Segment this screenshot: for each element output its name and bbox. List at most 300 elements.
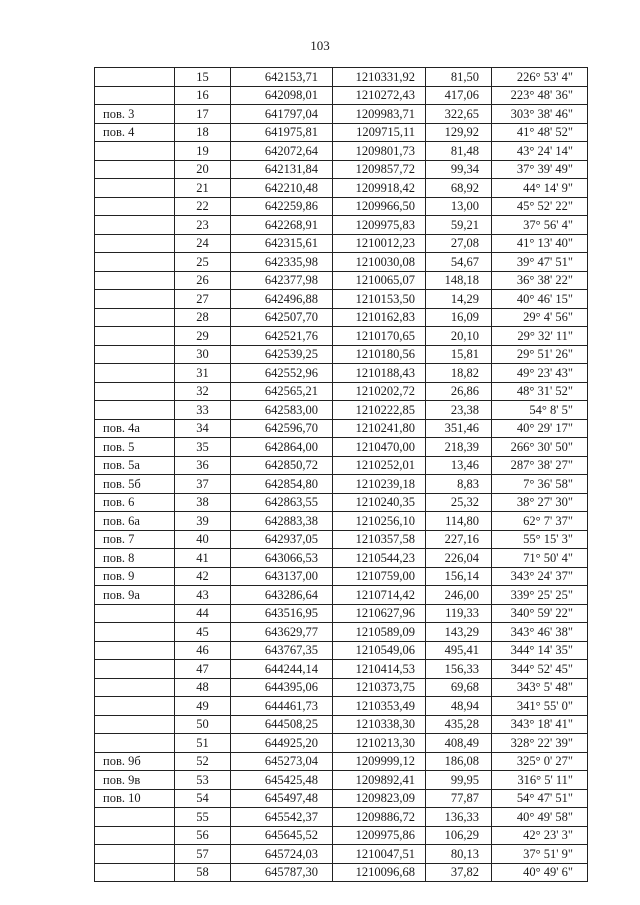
x-coordinate-cell: 642521,76: [231, 327, 333, 346]
table-row: [95, 586, 588, 605]
y-coordinate-cell: 1209715,11: [333, 123, 426, 142]
turn-label-cell: [95, 826, 175, 845]
turn-label-cell: [95, 308, 175, 327]
x-coordinate-cell: 645645,52: [231, 826, 333, 845]
table-row: [95, 382, 588, 401]
distance-cell: 37,82: [426, 863, 492, 882]
y-coordinate-cell: 1210047,51: [333, 845, 426, 864]
direction-angle-cell: 266° 30' 50": [492, 438, 588, 457]
x-coordinate-cell: 642883,38: [231, 512, 333, 531]
point-number-cell: 38: [175, 493, 231, 512]
x-coordinate-cell: 642596,70: [231, 419, 333, 438]
distance-cell: 226,04: [426, 549, 492, 568]
direction-angle-cell: 55° 15' 3": [492, 530, 588, 549]
point-number-cell: 40: [175, 530, 231, 549]
x-coordinate-cell: 642539,25: [231, 345, 333, 364]
point-number-cell: 20: [175, 160, 231, 179]
table-row: [95, 197, 588, 216]
x-coordinate-cell: 644461,73: [231, 697, 333, 716]
table-row: [95, 715, 588, 734]
turn-label-cell: [95, 68, 175, 87]
table-row: [95, 419, 588, 438]
distance-cell: 106,29: [426, 826, 492, 845]
point-number-cell: 21: [175, 179, 231, 198]
distance-cell: 246,00: [426, 586, 492, 605]
distance-cell: 156,14: [426, 567, 492, 586]
direction-angle-cell: 29° 51' 26": [492, 345, 588, 364]
page-number: 103: [310, 38, 330, 53]
distance-cell: 114,80: [426, 512, 492, 531]
direction-angle-cell: 29° 4' 56": [492, 308, 588, 327]
distance-cell: 218,39: [426, 438, 492, 457]
point-number-cell: 34: [175, 419, 231, 438]
y-coordinate-cell: 1210012,23: [333, 234, 426, 253]
x-coordinate-cell: 643286,64: [231, 586, 333, 605]
distance-cell: 99,95: [426, 771, 492, 790]
x-coordinate-cell: 642850,72: [231, 456, 333, 475]
point-number-cell: 26: [175, 271, 231, 290]
turn-label-cell: [95, 660, 175, 679]
turn-label-cell: [95, 734, 175, 753]
distance-cell: 59,21: [426, 216, 492, 235]
point-number-cell: 35: [175, 438, 231, 457]
direction-angle-cell: 37° 56' 4": [492, 216, 588, 235]
distance-cell: 81,50: [426, 68, 492, 87]
point-number-cell: 49: [175, 697, 231, 716]
distance-cell: 13,46: [426, 456, 492, 475]
distance-cell: 80,13: [426, 845, 492, 864]
y-coordinate-cell: 1209892,41: [333, 771, 426, 790]
distance-cell: 156,33: [426, 660, 492, 679]
table-row: [95, 142, 588, 161]
turn-label-cell: пов. 9б: [95, 752, 175, 771]
x-coordinate-cell: 642864,00: [231, 438, 333, 457]
point-number-cell: 25: [175, 253, 231, 272]
turn-label-cell: [95, 715, 175, 734]
coordinates-table: [94, 67, 588, 882]
turn-label-cell: [95, 86, 175, 105]
table-row: [95, 456, 588, 475]
table-row: [95, 660, 588, 679]
table-row: [95, 68, 588, 87]
direction-angle-cell: 29° 32' 11": [492, 327, 588, 346]
table-row: [95, 734, 588, 753]
distance-cell: 14,29: [426, 290, 492, 309]
y-coordinate-cell: 1210180,56: [333, 345, 426, 364]
x-coordinate-cell: 642153,71: [231, 68, 333, 87]
table-row: [95, 290, 588, 309]
distance-cell: 27,08: [426, 234, 492, 253]
turn-label-cell: [95, 623, 175, 642]
turn-label-cell: [95, 401, 175, 420]
y-coordinate-cell: 1210549,06: [333, 641, 426, 660]
turn-label-cell: [95, 197, 175, 216]
direction-angle-cell: 37° 51' 9": [492, 845, 588, 864]
table-row: [95, 567, 588, 586]
direction-angle-cell: 287° 38' 27": [492, 456, 588, 475]
distance-cell: 408,49: [426, 734, 492, 753]
distance-cell: 26,86: [426, 382, 492, 401]
x-coordinate-cell: 642496,88: [231, 290, 333, 309]
turn-label-cell: [95, 160, 175, 179]
direction-angle-cell: 223° 48' 36": [492, 86, 588, 105]
turn-label-cell: пов. 4: [95, 123, 175, 142]
table-row: [95, 345, 588, 364]
table-row: [95, 697, 588, 716]
y-coordinate-cell: 1210759,00: [333, 567, 426, 586]
y-coordinate-cell: 1210256,10: [333, 512, 426, 531]
distance-cell: 69,68: [426, 678, 492, 697]
table-row: [95, 234, 588, 253]
direction-angle-cell: 37° 39' 49": [492, 160, 588, 179]
table-row: [95, 160, 588, 179]
table-row: [95, 549, 588, 568]
turn-label-cell: [95, 142, 175, 161]
x-coordinate-cell: 645724,03: [231, 845, 333, 864]
y-coordinate-cell: 1210272,43: [333, 86, 426, 105]
direction-angle-cell: 344° 14' 35": [492, 641, 588, 660]
y-coordinate-cell: 1210331,92: [333, 68, 426, 87]
direction-angle-cell: 42° 23' 3": [492, 826, 588, 845]
table-row: [95, 808, 588, 827]
y-coordinate-cell: 1209801,73: [333, 142, 426, 161]
table-row: [95, 845, 588, 864]
table-row: [95, 327, 588, 346]
direction-angle-cell: 45° 52' 22": [492, 197, 588, 216]
table-row: [95, 271, 588, 290]
distance-cell: 148,18: [426, 271, 492, 290]
y-coordinate-cell: 1210714,42: [333, 586, 426, 605]
point-number-cell: 43: [175, 586, 231, 605]
turn-label-cell: [95, 271, 175, 290]
turn-label-cell: [95, 641, 175, 660]
table-row: [95, 826, 588, 845]
coordinates-table-body: [95, 68, 588, 882]
distance-cell: 77,87: [426, 789, 492, 808]
y-coordinate-cell: 1209975,83: [333, 216, 426, 235]
turn-label-cell: пов. 4а: [95, 419, 175, 438]
direction-angle-cell: 44° 14' 9": [492, 179, 588, 198]
point-number-cell: 39: [175, 512, 231, 531]
table-row: [95, 179, 588, 198]
y-coordinate-cell: 1209999,12: [333, 752, 426, 771]
direction-angle-cell: 54° 8' 5": [492, 401, 588, 420]
turn-label-cell: пов. 8: [95, 549, 175, 568]
table-row: [95, 623, 588, 642]
point-number-cell: 27: [175, 290, 231, 309]
y-coordinate-cell: 1209886,72: [333, 808, 426, 827]
turn-label-cell: пов. 5: [95, 438, 175, 457]
table-row: [95, 308, 588, 327]
y-coordinate-cell: 1210353,49: [333, 697, 426, 716]
point-number-cell: 47: [175, 660, 231, 679]
table-row: [95, 678, 588, 697]
point-number-cell: 52: [175, 752, 231, 771]
turn-label-cell: [95, 364, 175, 383]
turn-label-cell: пов. 10: [95, 789, 175, 808]
table-row: [95, 512, 588, 531]
table-row: [95, 364, 588, 383]
x-coordinate-cell: 645273,04: [231, 752, 333, 771]
distance-cell: 495,41: [426, 641, 492, 660]
x-coordinate-cell: 643066,53: [231, 549, 333, 568]
turn-label-cell: [95, 382, 175, 401]
point-number-cell: 57: [175, 845, 231, 864]
point-number-cell: 54: [175, 789, 231, 808]
turn-label-cell: [95, 863, 175, 882]
point-number-cell: 17: [175, 105, 231, 124]
x-coordinate-cell: 642210,48: [231, 179, 333, 198]
x-coordinate-cell: 645497,48: [231, 789, 333, 808]
y-coordinate-cell: 1209966,50: [333, 197, 426, 216]
y-coordinate-cell: 1210357,58: [333, 530, 426, 549]
distance-cell: 13,00: [426, 197, 492, 216]
turn-label-cell: [95, 845, 175, 864]
y-coordinate-cell: 1210188,43: [333, 364, 426, 383]
direction-angle-cell: 339° 25' 25": [492, 586, 588, 605]
y-coordinate-cell: 1210239,18: [333, 475, 426, 494]
distance-cell: 322,65: [426, 105, 492, 124]
x-coordinate-cell: 641797,04: [231, 105, 333, 124]
turn-label-cell: [95, 290, 175, 309]
table-row: [95, 475, 588, 494]
y-coordinate-cell: 1209983,71: [333, 105, 426, 124]
turn-label-cell: [95, 327, 175, 346]
turn-label-cell: пов. 5б: [95, 475, 175, 494]
turn-label-cell: пов. 3: [95, 105, 175, 124]
direction-angle-cell: 41° 48' 52": [492, 123, 588, 142]
distance-cell: 186,08: [426, 752, 492, 771]
turn-label-cell: [95, 678, 175, 697]
turn-label-cell: пов. 9в: [95, 771, 175, 790]
turn-label-cell: [95, 179, 175, 198]
x-coordinate-cell: 642507,70: [231, 308, 333, 327]
distance-cell: 15,81: [426, 345, 492, 364]
y-coordinate-cell: 1209823,09: [333, 789, 426, 808]
y-coordinate-cell: 1210252,01: [333, 456, 426, 475]
direction-angle-cell: 7° 36' 58": [492, 475, 588, 494]
distance-cell: 417,06: [426, 86, 492, 105]
y-coordinate-cell: 1210170,65: [333, 327, 426, 346]
turn-label-cell: пов. 5а: [95, 456, 175, 475]
point-number-cell: 50: [175, 715, 231, 734]
y-coordinate-cell: 1210202,72: [333, 382, 426, 401]
turn-label-cell: пов. 6: [95, 493, 175, 512]
direction-angle-cell: 41° 13' 40": [492, 234, 588, 253]
y-coordinate-cell: 1210065,07: [333, 271, 426, 290]
distance-cell: 136,33: [426, 808, 492, 827]
y-coordinate-cell: 1210241,80: [333, 419, 426, 438]
x-coordinate-cell: 642937,05: [231, 530, 333, 549]
x-coordinate-cell: 642863,55: [231, 493, 333, 512]
distance-cell: 351,46: [426, 419, 492, 438]
point-number-cell: 31: [175, 364, 231, 383]
direction-angle-cell: 340° 59' 22": [492, 604, 588, 623]
point-number-cell: 29: [175, 327, 231, 346]
table-row: [95, 493, 588, 512]
point-number-cell: 46: [175, 641, 231, 660]
table-row: [95, 863, 588, 882]
y-coordinate-cell: 1210213,30: [333, 734, 426, 753]
point-number-cell: 19: [175, 142, 231, 161]
x-coordinate-cell: 645425,48: [231, 771, 333, 790]
turn-label-cell: [95, 604, 175, 623]
point-number-cell: 45: [175, 623, 231, 642]
direction-angle-cell: 303° 38' 46": [492, 105, 588, 124]
distance-cell: 25,32: [426, 493, 492, 512]
point-number-cell: 16: [175, 86, 231, 105]
table-row: [95, 105, 588, 124]
x-coordinate-cell: 642268,91: [231, 216, 333, 235]
point-number-cell: 44: [175, 604, 231, 623]
point-number-cell: 56: [175, 826, 231, 845]
point-number-cell: 53: [175, 771, 231, 790]
direction-angle-cell: 54° 47' 51": [492, 789, 588, 808]
distance-cell: 119,33: [426, 604, 492, 623]
distance-cell: 20,10: [426, 327, 492, 346]
point-number-cell: 22: [175, 197, 231, 216]
y-coordinate-cell: 1210030,08: [333, 253, 426, 272]
direction-angle-cell: 325° 0' 27": [492, 752, 588, 771]
direction-angle-cell: 48° 31' 52": [492, 382, 588, 401]
table-row: [95, 789, 588, 808]
x-coordinate-cell: 642259,86: [231, 197, 333, 216]
x-coordinate-cell: 641975,81: [231, 123, 333, 142]
direction-angle-cell: 341° 55' 0": [492, 697, 588, 716]
y-coordinate-cell: 1210373,75: [333, 678, 426, 697]
x-coordinate-cell: 643767,35: [231, 641, 333, 660]
direction-angle-cell: 344° 52' 45": [492, 660, 588, 679]
y-coordinate-cell: 1210222,85: [333, 401, 426, 420]
table-row: [95, 253, 588, 272]
distance-cell: 48,94: [426, 697, 492, 716]
direction-angle-cell: 343° 24' 37": [492, 567, 588, 586]
turn-label-cell: [95, 253, 175, 272]
distance-cell: 227,16: [426, 530, 492, 549]
point-number-cell: 48: [175, 678, 231, 697]
direction-angle-cell: 40° 46' 15": [492, 290, 588, 309]
turn-label-cell: [95, 808, 175, 827]
turn-label-cell: [95, 234, 175, 253]
direction-angle-cell: 71° 50' 4": [492, 549, 588, 568]
point-number-cell: 37: [175, 475, 231, 494]
direction-angle-cell: 343° 18' 41": [492, 715, 588, 734]
x-coordinate-cell: 643516,95: [231, 604, 333, 623]
x-coordinate-cell: 642098,01: [231, 86, 333, 105]
table-row: [95, 438, 588, 457]
direction-angle-cell: 39° 47' 51": [492, 253, 588, 272]
direction-angle-cell: 40° 49' 58": [492, 808, 588, 827]
x-coordinate-cell: 642072,64: [231, 142, 333, 161]
direction-angle-cell: 38° 27' 30": [492, 493, 588, 512]
table-row: [95, 216, 588, 235]
y-coordinate-cell: 1210589,09: [333, 623, 426, 642]
direction-angle-cell: 328° 22' 39": [492, 734, 588, 753]
table-row: [95, 530, 588, 549]
distance-cell: 129,92: [426, 123, 492, 142]
turn-label-cell: [95, 697, 175, 716]
y-coordinate-cell: 1210470,00: [333, 438, 426, 457]
direction-angle-cell: 40° 49' 6": [492, 863, 588, 882]
point-number-cell: 36: [175, 456, 231, 475]
point-number-cell: 32: [175, 382, 231, 401]
direction-angle-cell: 36° 38' 22": [492, 271, 588, 290]
y-coordinate-cell: 1210240,35: [333, 493, 426, 512]
point-number-cell: 18: [175, 123, 231, 142]
x-coordinate-cell: 643137,00: [231, 567, 333, 586]
direction-angle-cell: 49° 23' 43": [492, 364, 588, 383]
x-coordinate-cell: 642315,61: [231, 234, 333, 253]
distance-cell: 81,48: [426, 142, 492, 161]
y-coordinate-cell: 1210414,53: [333, 660, 426, 679]
point-number-cell: 15: [175, 68, 231, 87]
direction-angle-cell: 343° 5' 48": [492, 678, 588, 697]
point-number-cell: 42: [175, 567, 231, 586]
distance-cell: 16,09: [426, 308, 492, 327]
table-row: [95, 123, 588, 142]
turn-label-cell: [95, 216, 175, 235]
y-coordinate-cell: 1210544,23: [333, 549, 426, 568]
point-number-cell: 23: [175, 216, 231, 235]
y-coordinate-cell: 1210338,30: [333, 715, 426, 734]
turn-label-cell: пов. 9а: [95, 586, 175, 605]
point-number-cell: 30: [175, 345, 231, 364]
x-coordinate-cell: 645542,37: [231, 808, 333, 827]
x-coordinate-cell: 645787,30: [231, 863, 333, 882]
y-coordinate-cell: 1209918,42: [333, 179, 426, 198]
direction-angle-cell: 43° 24' 14": [492, 142, 588, 161]
direction-angle-cell: 226° 53' 4": [492, 68, 588, 87]
x-coordinate-cell: 644395,06: [231, 678, 333, 697]
table-row: [95, 86, 588, 105]
distance-cell: 435,28: [426, 715, 492, 734]
distance-cell: 23,38: [426, 401, 492, 420]
table-row: [95, 771, 588, 790]
turn-label-cell: [95, 345, 175, 364]
direction-angle-cell: 316° 5' 11": [492, 771, 588, 790]
table-row: [95, 641, 588, 660]
x-coordinate-cell: 642552,96: [231, 364, 333, 383]
direction-angle-cell: 343° 46' 38": [492, 623, 588, 642]
x-coordinate-cell: 642854,80: [231, 475, 333, 494]
distance-cell: 18,82: [426, 364, 492, 383]
direction-angle-cell: 62° 7' 37": [492, 512, 588, 531]
x-coordinate-cell: 642565,21: [231, 382, 333, 401]
turn-label-cell: пов. 6а: [95, 512, 175, 531]
x-coordinate-cell: 642377,98: [231, 271, 333, 290]
y-coordinate-cell: 1209857,72: [333, 160, 426, 179]
x-coordinate-cell: 642131,84: [231, 160, 333, 179]
x-coordinate-cell: 644925,20: [231, 734, 333, 753]
distance-cell: 143,29: [426, 623, 492, 642]
direction-angle-cell: 40° 29' 17": [492, 419, 588, 438]
turn-label-cell: пов. 7: [95, 530, 175, 549]
distance-cell: 99,34: [426, 160, 492, 179]
point-number-cell: 58: [175, 863, 231, 882]
x-coordinate-cell: 643629,77: [231, 623, 333, 642]
point-number-cell: 41: [175, 549, 231, 568]
point-number-cell: 28: [175, 308, 231, 327]
distance-cell: 68,92: [426, 179, 492, 198]
x-coordinate-cell: 644508,25: [231, 715, 333, 734]
point-number-cell: 33: [175, 401, 231, 420]
point-number-cell: 55: [175, 808, 231, 827]
table-row: [95, 604, 588, 623]
y-coordinate-cell: 1210096,68: [333, 863, 426, 882]
distance-cell: 54,67: [426, 253, 492, 272]
x-coordinate-cell: 642335,98: [231, 253, 333, 272]
x-coordinate-cell: 644244,14: [231, 660, 333, 679]
